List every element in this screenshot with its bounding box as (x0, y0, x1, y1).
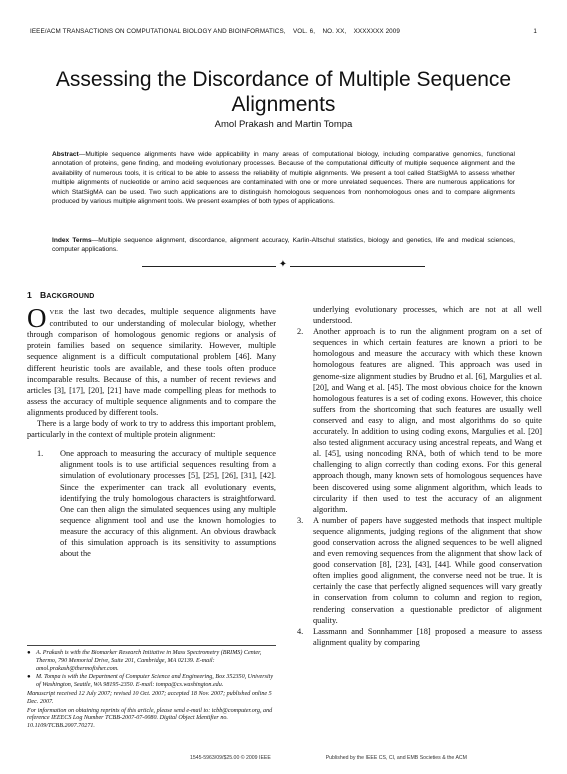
list-marker: 4. (297, 626, 304, 636)
paper-title: Assessing the Discordance of Multiple Sequence Alignments (55, 68, 512, 117)
footnote (27, 674, 276, 690)
running-head (30, 28, 537, 35)
section-heading (27, 290, 276, 302)
list-item-text: Another approach is to run the alignment program on a set of sequences in which certain features are known a priori to be homologous and measure the accuracy with which these known homologous features are aligned. This approach was used in genome-size alignment studies by Brudno et al. [6], Margulies et al. [20], and Wang et al. [45]. The most obvious choice for the known homologous features is a set of coding exons. However, this choice suffers from the shortcoming that such features are usually well conserved and easy to align, and most algorithms do so quite accurately. In addition to using coding exons, Margulies et al. [20] also tested alignment accuracy using ancestral repeats, and Wang et al. [45], using noncoding RNA, both of which tend to be more challenging to align correctly than coding exons. For this general approach though, many known sets of homologous sequences have been discovered using some alignment algorithm, which leads to circularity if then used to test the accuracy of an alignment algorithm. (313, 327, 542, 514)
section-number: 1 (27, 290, 32, 300)
list-item-text: A number of papers have suggested methods that inspect multiple sequence alignments, judging regions of the alignment that show good conservation across the aligned sequences to be well aligned and even removing sequences from the alignment that show lack of good conservation [8], [23], [43], [44]. While good conservation often implies good alignment, the converse need not be true. It is certainly the case that perfectly aligned sequences will vary greatly in conservation from column to column and region to region, rendering conservation a questionable predictor of alignment quality. (313, 515, 542, 625)
intro-text: the last two decades, multiple sequence alignments have contributed to our understanding of molecular biology, whether through comparison of homologous genomic regions or analysis of protein families based on sequence similarity. However, multiple sequence alignment is a difficult computational problem [46]. Many different heuristic tools are available, and these tools often produce incomparable results. Because of this, a number of recent reviews and articles [3], [17], [20], [21] have made compelling pleas for methods to assess the accuracy of multiple sequence alignments and to compare the alignments produced by different tools. (27, 307, 276, 417)
left-column (27, 290, 276, 559)
footnotes (27, 650, 276, 731)
list-item-text: One approach to measuring the accuracy of multiple sequence alignment tools is to use artificial sequences resulting from a simulation of evolutionary processes [5], [25], [26], [31], [42]. Since the experimenter can track all evolutionary events, identifying the truly homologous characters is straightforward. One can then align the simulated sequences using any multiple sequence alignment tool and use the known homologies to measure the accuracy of this alignment. An obvious drawback of this simulation approach is its sensitivity to assumptions about the (60, 449, 276, 559)
footnote-text: M. Tompa is with the Department of Computer Science and Engineering, Box 352350, University of Washington, Seattle, WA 98195-2350. E-mail: tompa@cs.washington.edu. (36, 674, 274, 689)
author-list: Amol Prakash and Martin Tompa (214, 119, 353, 130)
footnote-bullet-icon: ● (27, 674, 31, 681)
list-item-text: Lassmann and Sonnhammer [18] proposed a measure to assess alignment quality by comparing (313, 626, 542, 647)
section-title-initial: B (39, 290, 47, 300)
drop-cap: O (27, 303, 47, 334)
intro-paragraph-2: There is a large body of work to try to address this important problem, particularly in the context of multiple protein alignment: (27, 419, 276, 440)
publisher-line: Published by the IEEE CS, CI, and EMB Societies & the ACM (325, 755, 467, 761)
manuscript-history: Manuscript received 12 July 2007; revised 10 Oct. 2007; accepted 18 Nov. 2007; published online 5 Dec. 2007. (27, 690, 272, 705)
footnote-rule (27, 645, 276, 646)
abstract (52, 150, 515, 206)
footnote-bullet-icon: ● (27, 650, 31, 656)
index-terms-label: Index Terms (52, 237, 92, 244)
list-item (293, 326, 542, 515)
index-terms-text: —Multiple sequence alignment, discordance, alignment accuracy, Karlin-Altschul statistics, biology and genetics, life and medical sciences, computer applications. (52, 237, 515, 254)
reprint-info: For information on obtaining reprints of this article, please send e-mail to: tcbb@computer.org, and reference IEEECS Log Number TCBB-2007-07-0080. Digital Object Identifier no. 10.1109/TCBB.2007.70271. (27, 707, 273, 730)
footnote (27, 650, 276, 673)
index-terms (52, 236, 515, 255)
list-marker: 3. (297, 515, 304, 525)
list-marker: 1. (37, 449, 44, 459)
journal-name: IEEE/ACM TRANSACTIONS ON COMPUTATIONAL BIOLOGY AND BIOINFORMATICS, VOL. 6, NO. XX, XXXXXXX 2009 (30, 28, 400, 35)
intro-smallcaps: VER (49, 309, 64, 317)
issn-copyright: 1545-5963/09/$25.00 © 2009 IEEE (190, 755, 271, 761)
list-marker: 2. (297, 327, 304, 337)
page-number: 1 (533, 28, 537, 35)
abstract-text: —Multiple sequence alignments have wide applicability in many areas of computational biology, including comparative genomics, functional annotation of proteins, gene finding, and modeling evolutionary processes. Because of the computational difficulty of multiple sequence alignment and the availability of numerous tools, it is critical to be able to assess the reliability of multiple alignments. We present a tool called StatSigMA to assess whether multiple alignments of nucleotide or amino acid sequences are contaminated with one or more unrelated sequences. There are numerous applications for which StatSigMA can be used. Two such applications are to distinguish homologous sequences from nonhomologous ones and to compare alignments produced by various multiple alignment tools. We present examples of both types of applications. (52, 151, 515, 206)
section-title-rest: ACKGROUND (46, 293, 95, 300)
intro-paragraph (27, 303, 276, 418)
footnote-text: A. Prakash is with the Biomarker Research Initiative in Mass Spectrometry (BRIMS) Center, Thermo, 790 Memorial Drive, Suite 201, Cambridge, MA 02139. E-mail: amol.prakash@thermofisher.com. (36, 650, 262, 672)
list-item (27, 448, 276, 559)
list-item-continuation: underlying evolutionary processes, which are not at all well understood. (313, 305, 542, 326)
list-item (293, 515, 542, 626)
list-item (293, 626, 542, 648)
right-column (293, 304, 542, 648)
abstract-label: Abstract (52, 151, 79, 158)
page-footer (190, 755, 467, 761)
approach-list (27, 448, 276, 559)
approach-list-continued (293, 326, 542, 648)
divider-diamond-icon: ✦ (276, 259, 290, 271)
